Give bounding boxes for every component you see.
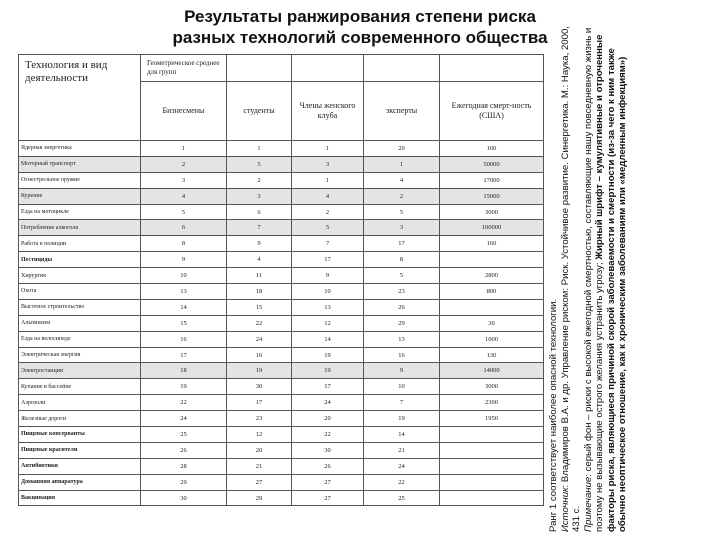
row-value: 26 [141,442,227,458]
risk-ranking-table [18,54,544,506]
row-value: 24 [141,411,227,427]
table-row [19,458,544,474]
row-label: Вакцинация [19,490,141,506]
row-value: 19 [292,363,364,379]
source-label: Источник [559,487,571,532]
row-value: 14 [292,331,364,347]
row-value: 2 [141,156,227,172]
row-value: 24 [364,458,440,474]
table-row [19,395,544,411]
risk-ranking-table-container [18,54,543,522]
row-value: 5 [141,204,227,220]
row-value: 13 [364,331,440,347]
row-value: 21 [227,458,292,474]
row-value: 1 [364,156,440,172]
row-value: 20 [364,141,440,157]
row-label: Работа в полиции [19,236,141,252]
row-value: 3000 [440,204,544,220]
table-row [19,156,544,172]
row-label: Альпинизм [19,315,141,331]
row-value: 3 [141,172,227,188]
row-value: 12 [292,315,364,331]
row-value: 16 [364,347,440,363]
column-header: эксперты [364,82,440,141]
rank-note: Ранг 1 соответствует наиболее опасной технологии. [548,298,559,532]
row-label: Моторный транспорт [19,156,141,172]
table-row [19,236,544,252]
row-value: 11 [227,268,292,284]
row-value [440,252,544,268]
row-value: 23 [227,411,292,427]
row-value: 29 [227,490,292,506]
row-value: 20 [292,411,364,427]
row-value: 4 [364,172,440,188]
row-value: 27 [227,474,292,490]
row-value: 17 [292,379,364,395]
row-value: 7 [364,395,440,411]
row-value: 17000 [440,172,544,188]
row-value: 100000 [440,220,544,236]
row-value: 30 [227,379,292,395]
row-label: Охота [19,284,141,300]
row-value: 27 [292,474,364,490]
row-value: 3 [364,220,440,236]
row-label: Езда на велосипеде [19,331,141,347]
row-value: 15 [141,315,227,331]
row-value: 19 [141,379,227,395]
row-label: Пищевые консерванты [19,427,141,443]
row-label: Езда на мотоцикле [19,204,141,220]
row-value: 17 [364,236,440,252]
row-value: 8 [364,252,440,268]
table-row [19,188,544,204]
row-label: Аэрозоли [19,395,141,411]
row-value: 25 [141,427,227,443]
table-row [19,427,544,443]
row-label: Электростанции [19,363,141,379]
row-value: 14000 [440,363,544,379]
row-value: 22 [227,315,292,331]
row-value: 9 [141,252,227,268]
row-value: 30 [440,315,544,331]
row-value: 6 [141,220,227,236]
row-label: Пестициды [19,252,141,268]
remark-text: : серый фон – риски с высокой ежегодной смертностью, составляющие нашу повседневную жизнь и поэтому не вызывающие острого желания устранить угрозу; [582,27,605,532]
row-value: 1 [292,172,364,188]
row-value: 4 [141,188,227,204]
column-header: Ежегодная смерт-ность (США) [440,82,544,141]
header-group-mean: Геометрическое среднее для групп [141,55,227,82]
row-value: 7 [227,220,292,236]
row-value: 9 [364,363,440,379]
table-row [19,347,544,363]
table-row [19,284,544,300]
row-value: 29 [141,474,227,490]
row-value: 15000 [440,188,544,204]
table-row [19,474,544,490]
row-value: 22 [364,474,440,490]
row-value [440,427,544,443]
row-value: 1000 [440,331,544,347]
table-body [19,141,544,506]
table-row [19,315,544,331]
row-value: 5 [227,156,292,172]
column-header: Бизнесмены [141,82,227,141]
row-value: 14 [141,299,227,315]
row-value: 20 [227,442,292,458]
row-value: 28 [141,458,227,474]
source-text: : Владимиров В.А. и др. Управление риском: Риск. Устойчивое развитие. Синергетика. М.: Наука, 2000, 431 с. [559,26,582,532]
row-value: 25 [364,490,440,506]
table-row [19,442,544,458]
side-note [548,22,713,532]
row-value: 9 [227,236,292,252]
remark-label: Примечание [582,476,594,532]
row-value: 1 [141,141,227,157]
row-value: 14 [364,427,440,443]
row-value: 2300 [440,395,544,411]
row-value: 2 [292,204,364,220]
row-value: 27 [292,490,364,506]
row-value [440,442,544,458]
row-value: 17 [141,347,227,363]
row-value: 18 [227,284,292,300]
row-value: 6 [227,204,292,220]
row-value: 4 [292,188,364,204]
row-value: 17 [227,395,292,411]
row-value: 7 [292,236,364,252]
row-value: 19 [364,411,440,427]
table-row [19,299,544,315]
row-value: 4 [227,252,292,268]
table-header-top [19,55,544,82]
column-header: студенты [227,82,292,141]
row-value: 26 [292,458,364,474]
row-value: 19 [227,363,292,379]
row-label: Хирургия [19,268,141,284]
row-value: 10 [364,379,440,395]
remark-note [583,22,629,532]
row-value: 12 [227,427,292,443]
table-row [19,331,544,347]
row-value: 19 [292,347,364,363]
row-value: 9 [292,268,364,284]
table-row [19,220,544,236]
table-row [19,141,544,157]
row-value: 23 [364,284,440,300]
row-label: Потребление алкоголя [19,220,141,236]
row-value [440,490,544,506]
row-value [440,299,544,315]
row-label: Ядерная энергетика [19,141,141,157]
row-value: 8 [141,236,227,252]
row-value: 26 [364,299,440,315]
row-label: Купание в бассейне [19,379,141,395]
row-value: 16 [141,331,227,347]
source-note [560,22,583,532]
title-line-1: Результаты ранжирования степени риска [184,7,536,26]
row-value: 3 [227,188,292,204]
row-label: Электрическая энергия [19,347,141,363]
row-value: 160 [440,236,544,252]
row-value [440,458,544,474]
row-value: 130 [440,347,544,363]
row-value: 24 [227,331,292,347]
row-value: 30 [292,442,364,458]
row-label: Домашняя аппаратура [19,474,141,490]
row-label: Курение [19,188,141,204]
column-header: Члены женского клуба [292,82,364,141]
slide-title [100,6,620,48]
row-value: 22 [292,427,364,443]
row-value: 15 [227,299,292,315]
row-value [440,474,544,490]
table-row [19,363,544,379]
row-value: 24 [292,395,364,411]
row-label: Огнестрельное оружие [19,172,141,188]
row-value: 30 [141,490,227,506]
row-label: Высотное строительство [19,299,141,315]
row-value: 17 [292,252,364,268]
title-line-2: разных технологий современного общества [172,28,548,47]
table-row [19,411,544,427]
row-value: 21 [364,442,440,458]
header-technology: Технология и вид деятельности [19,55,141,141]
row-value: 2800 [440,268,544,284]
table-row [19,172,544,188]
table-row [19,252,544,268]
row-label: Пищевые красители [19,442,141,458]
row-value: 2 [227,172,292,188]
row-value: 3 [292,156,364,172]
row-value: 10 [292,284,364,300]
table-row [19,490,544,506]
row-value: 1 [292,141,364,157]
table-row [19,204,544,220]
row-value: 3000 [440,379,544,395]
row-value: 13 [141,284,227,300]
row-label: Антибиотики [19,458,141,474]
table-row [19,268,544,284]
row-value: 100 [440,141,544,157]
row-value: 800 [440,284,544,300]
remark-bold-text: Жирный шрифт – кумулятивные и отроченные факторы риска, являющиеся причиной скорой заболеваемости и смертности (из-за чего к ним также обычно неоптическое отношение, как к хроническим заболеваниям или «медленным инфекциям») [594,34,628,532]
row-value: 5 [364,204,440,220]
row-value: 22 [141,395,227,411]
row-value: 5 [364,268,440,284]
row-value: 13 [292,299,364,315]
row-value: 2 [364,188,440,204]
table-row [19,379,544,395]
row-value: 50000 [440,156,544,172]
row-value: 29 [364,315,440,331]
row-value: 10 [141,268,227,284]
row-value: 1 [227,141,292,157]
row-value: 1950 [440,411,544,427]
row-value: 18 [141,363,227,379]
row-value: 16 [227,347,292,363]
row-value: 5 [292,220,364,236]
row-label: Железные дороги [19,411,141,427]
